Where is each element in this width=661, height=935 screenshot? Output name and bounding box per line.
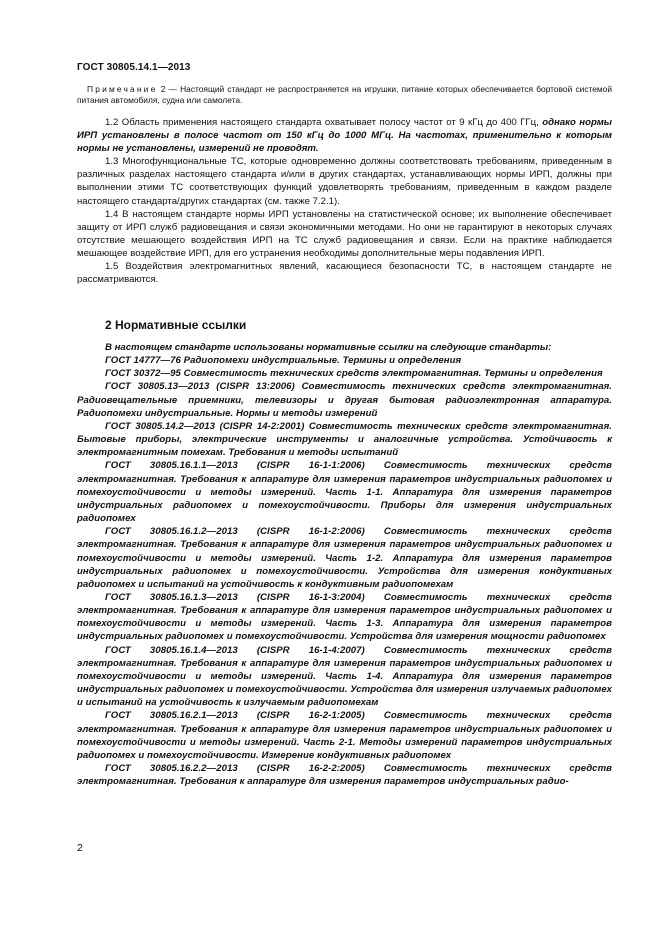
reference-item: ГОСТ 30805.16.1.3—2013 (CISPR 16-1-3:2004) Совместимость технических средств электромагнитная. Требования к аппаратуре для измерения параметров индустриальных радиопомех и помехоустойчивости и методы измерений. Часть 1-3. Аппаратура для измерения параметров индустриальных радиопомех и помехоустойчивости. Устройства для измерения мощности радиопомех bbox=[77, 591, 612, 643]
paragraph-1-2-emphasis: однако нормы ИРП установлены в полосе частот от 150 кГц до 1000 МГц. На частотах, применительно к которым нормы не установлены, измерений не проводят. bbox=[77, 117, 612, 155]
paragraph-1-3: 1.3 Многофункциональные ТС, которые одновременно должны соответствовать требованиям, приведенным в различных разделах настоящего стандарта и/или в других стандартах, устанавливающих нормы ИРП, должны при выполнении этими ТС соответствующих функций удовлетворять требованиям, приведенным в каждом разделе настоящего стандарта/других стандартах (см. также 7.2.1). bbox=[77, 156, 612, 207]
reference-item: ГОСТ 30805.13—2013 (CISPR 13:2006) Совместимость технических средств электромагнитная. Радиовещательные приемники, телевизоры и другая бытовая радиоэлектронная аппаратура. Радиопомехи индустриальные. Нормы и методы измерений bbox=[77, 381, 612, 419]
paragraph-1-4: 1.4 В настоящем стандарте нормы ИРП установлены на статистической основе; их выполнение обеспечивает защиту от ИРП служб радиовещания и связи экономичными методами. Но они не гарантируют в некоторых случаях отсутствие мешающего воздействия ИРП на ТС служб радиовещания и связи. Если на практике наблюдается мешающее воздействие ИРП, для его устранения необходимы дополнительные меры подавления ИРП. bbox=[77, 208, 612, 259]
section-2-title: 2 Нормативные ссылки bbox=[105, 318, 247, 332]
reference-item: ГОСТ 30372—95 Совместимость технических средств электромагнитная. Термины и определения bbox=[105, 368, 603, 380]
reference-item: ГОСТ 30805.16.1.2—2013 (CISPR 16-1-2:2006) Совместимость технических средств электромагнитная. Требования к аппаратуре для измерения параметров индустриальных радиопомех и помехоустойчивости и методы измерений. Часть 1-2. Аппаратура для измерения параметров индустриальных радиопомех и помехоустойчивости. Устройства для измерения кондуктивных радиопомех и испытаний на устойчивость к кондуктивным радиопомехам bbox=[77, 526, 612, 590]
reference-item: ГОСТ 30805.14.2—2013 (CISPR 14-2:2001) Совместимость технических средств электромагнитная. Бытовые приборы, электрические инструменты и аналогичные устройства. Устойчивость к электромагнитным помехам. Требования и методы испытаний bbox=[77, 420, 612, 459]
note-block bbox=[77, 84, 612, 107]
section-1-body bbox=[77, 116, 612, 286]
normative-references bbox=[77, 341, 612, 788]
page-number: 2 bbox=[77, 842, 83, 854]
paragraph-1-2 bbox=[77, 116, 612, 155]
paragraph-1-5: 1.5 Воздействия электромагнитных явлений, касающиеся безопасности ТС, в настоящем стандарте не рассматриваются. bbox=[77, 261, 612, 286]
reference-item: ГОСТ 30805.16.1.4—2013 (CISPR 16-1-4:2007) Совместимость технических средств электромагнитная. Требования к аппаратуре для измерения параметров индустриальных радиопомех и помехоустойчивости и методы измерений. Часть 1-4. Аппаратура для измерения параметров индустриальных радиопомех и помехоустойчивости. Устройства для измерения излучаемых радиопомех и испытаний на устойчивость к излучаемым радиопомехам bbox=[77, 644, 612, 709]
document-header: ГОСТ 30805.14.1—2013 bbox=[77, 62, 191, 73]
note-paragraph bbox=[77, 84, 612, 107]
reference-item: ГОСТ 14777—76 Радиопомехи индустриальные. Термины и определения bbox=[105, 355, 462, 367]
note-label: Примечание bbox=[87, 84, 158, 94]
paragraph-1-2-plain: 1.2 Область применения настоящего стандарта охватывает полосу частот от 9 кГц до 400 ГГц, bbox=[105, 117, 539, 128]
note-text: 2 — Настоящий стандарт не распространяется на игрушки, питание которых обеспечивается бортовой системой питания автомобиля, судна или самолета. bbox=[77, 84, 612, 106]
reference-item: ГОСТ 30805.16.1.1—2013 (CISPR 16-1-1:2006) Совместимость технических средств электромагнитная. Требования к аппаратуре для измерения параметров индустриальных радиопомех и помехоустойчивости и методы измерений. Часть 1-1. Аппаратура для измерения параметров индустриальных радиопомех и помехоустойчивости. Приборы для измерения индустриальных радиопомех bbox=[77, 460, 612, 525]
reference-item: ГОСТ 30805.16.2.1—2013 (CISPR 16-2-1:2005) Совместимость технических средств электромагнитная. Требования к аппаратуре для измерения параметров индустриальных радиопомех и помехоустойчивости и методы измерений. Часть 2-1. Методы измерений параметров индустриальных радиопомех и помехоустойчивости. Измерение кондуктивных радиопомех bbox=[77, 710, 612, 761]
reference-item: ГОСТ 30805.16.2.2—2013 (CISPR 16-2-2:2005) Совместимость технических средств электромагнитная. Требования к аппаратуре для измерения параметров индустриальных радио- bbox=[77, 763, 612, 788]
references-intro: В настоящем стандарте использованы нормативные ссылки на следующие стандарты: bbox=[105, 342, 552, 353]
